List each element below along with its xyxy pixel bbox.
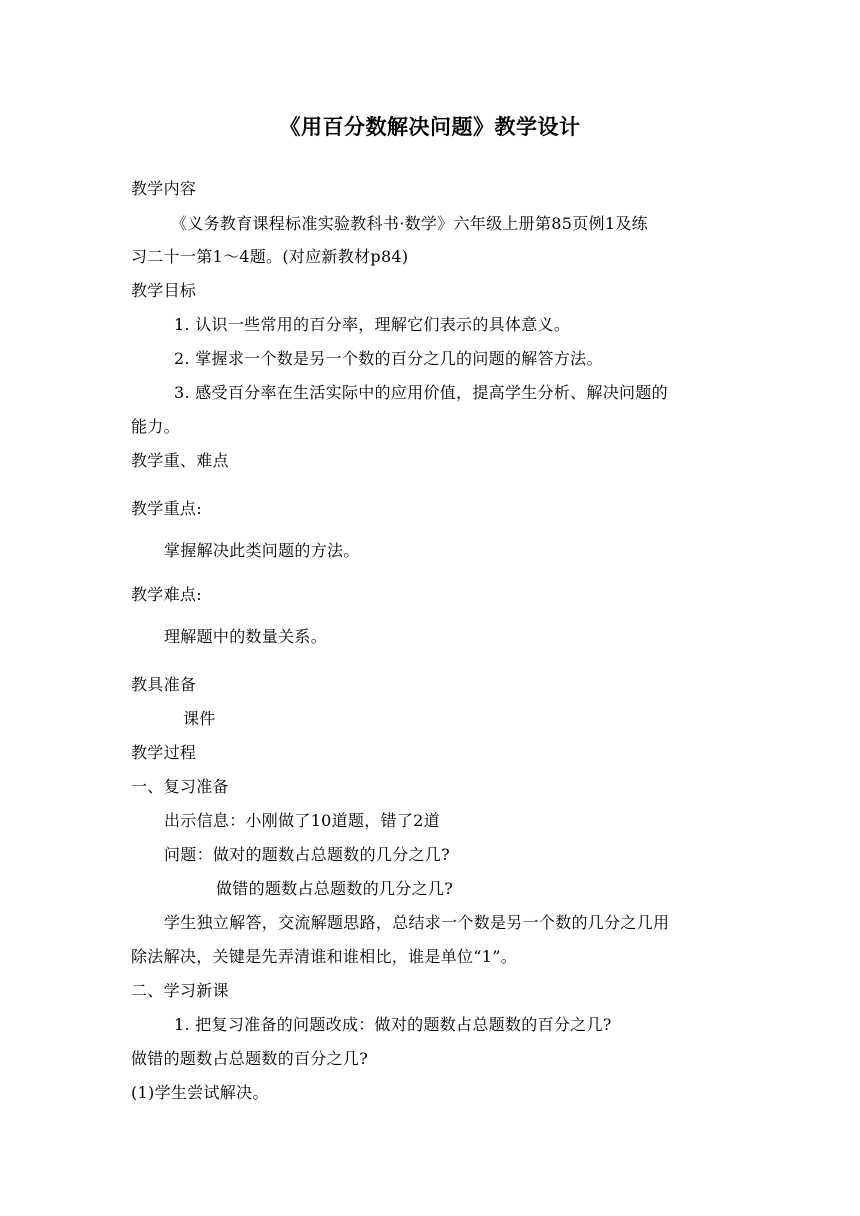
section-1-heading: 一、复习准备 <box>131 777 229 796</box>
question-1: 问题：做对的题数占总题数的几分之几? <box>164 845 450 864</box>
section-2-heading: 二、学习新课 <box>131 981 229 1000</box>
focus-text: 掌握解决此类问题的方法。 <box>164 541 360 560</box>
info-text: 出示信息：小刚做了10道题，错了2道 <box>164 811 440 830</box>
content-line-1: 《义务教育课程标准实验教科书·数学》六年级上册第85页例1及练 <box>171 214 648 233</box>
answer-line-2: 除法解决，关键是先弄清谁和谁相比，谁是单位“1”。 <box>131 947 518 966</box>
question-2: 做错的题数占总题数的几分之几? <box>216 879 454 898</box>
content-line-2: 习二十一第1～4题。(对应新教材p84) <box>131 247 409 266</box>
difficulty-label: 教学难点: <box>131 585 202 604</box>
step-1-sub: (1)学生尝试解决。 <box>131 1083 269 1102</box>
process-heading: 教学过程 <box>131 743 197 762</box>
goal-2: 2. 掌握求一个数是另一个数的百分之几的问题的解答方法。 <box>174 349 603 368</box>
document-title: 《用百分数解决问题》教学设计 <box>279 115 581 139</box>
goal-3-line-1: 3. 感受百分率在生活实际中的应用价值，提高学生分析、解决问题的 <box>174 383 668 402</box>
key-heading: 教学重、难点 <box>131 451 229 470</box>
goals-heading: 教学目标 <box>131 281 197 300</box>
goal-3-line-2: 能力。 <box>131 417 180 436</box>
prep-heading: 教具准备 <box>131 675 197 694</box>
difficulty-text: 理解题中的数量关系。 <box>164 627 328 646</box>
focus-label: 教学重点: <box>131 499 202 518</box>
answer-line-1: 学生独立解答，交流解题思路，总结求一个数是另一个数的几分之几用 <box>164 913 670 932</box>
prep-item: 课件 <box>183 709 216 728</box>
content-heading: 教学内容 <box>131 179 197 198</box>
step-1-line-2: 做错的题数占总题数的百分之几? <box>131 1049 369 1068</box>
goal-1: 1. 认识一些常用的百分率，理解它们表示的具体意义。 <box>174 315 571 334</box>
step-1-line-1: 1. 把复习准备的问题改成：做对的题数占总题数的百分之几? <box>174 1015 612 1034</box>
